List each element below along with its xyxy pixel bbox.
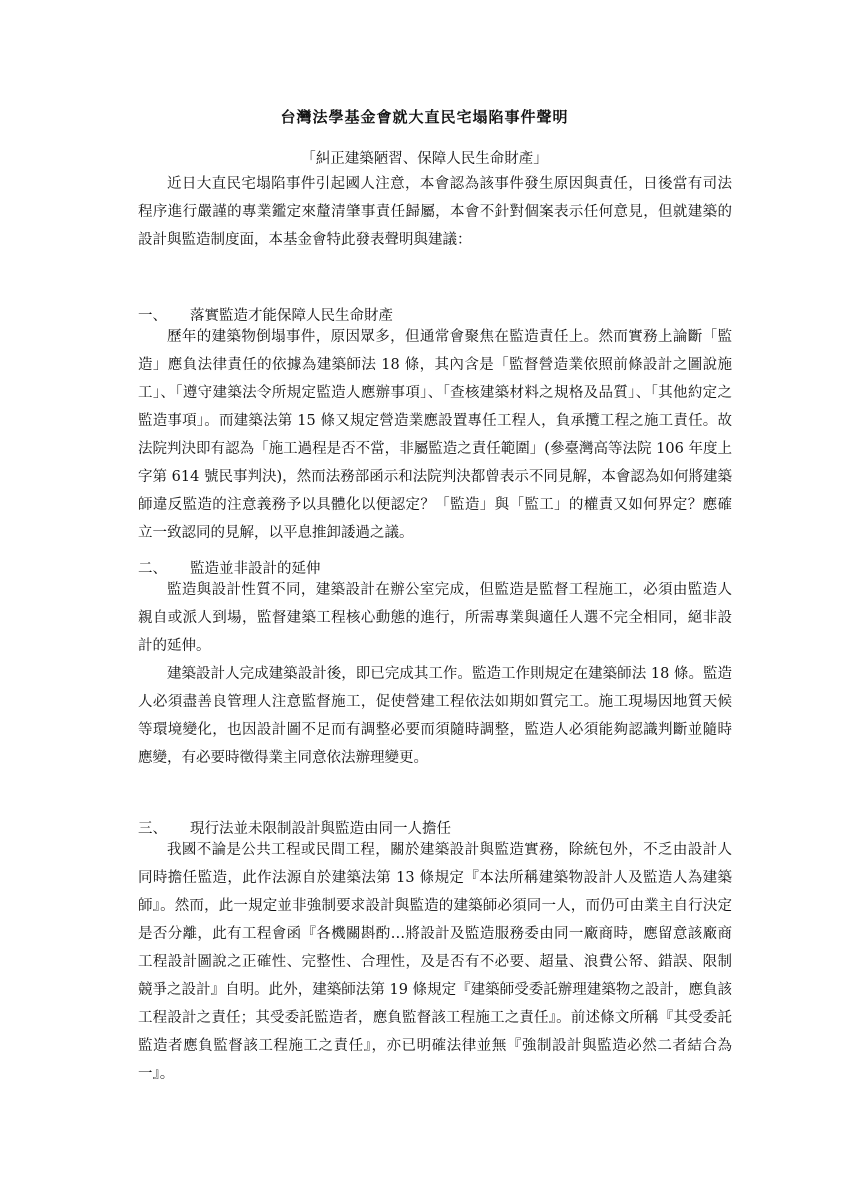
paragraph: 我國不論是公共工程或民間工程，關於建築設計與監造實務，除統包外，不乏由設計人同時擔任監造，此作法源自於建築法第 13 條規定『本法所稱建築物設計人及監造人為建築師』。然而，此一規定並非強制要求設計與監造的建築師必須同一人，而仍可由業主自行決定是否分離，此有工程會函『各機關斟酌…將設計及監造服務委由同一廠商時，應留意該廠商工程設計圖說之正確性、完整性、合理性，及是否有不必要、超量、浪費公帑、錯誤、限制競爭之設計』自明。此外，建築師法第 19 條規定『建築師受委託辦理建築物之設計，應負該工程設計之責任；其受委託監造者，應負監督該工程施工之責任』。前述條文所稱『其受委託監造者應負監督該工程施工之責任』，亦已明確法律並無『強制設計與監造必然二者結合為一』。 [138,842,732,1082]
paragraph: 建築設計人完成建築設計後，即已完成其工作。監造工作則規定在建築師法 18 條。監造人必須盡善良管理人注意監督施工，促使營建工程依法如期如質完工。施工現場因地質天候等環境變化，也因設計圖不足而有調整必要而須隨時調整，監造人必須能夠認識判斷並隨時應變，有必要時徵得業主同意依法辦理變更。 [138,666,732,766]
section-3-heading [138,817,732,838]
section-2-heading [138,557,732,578]
section-number: 二、 [138,561,167,577]
document-subtitle: 「糾正建築陋習、保障人民生命財產」 [301,151,548,167]
section-title: 現行法並未限制設計與監造由同一人擔任 [190,821,451,837]
section-number: 一、 [138,308,167,324]
paragraph: 監造與設計性質不同，建築設計在辦公室完成，但監造是監督工程施工，必須由監造人親自或派人到場，監督建築工程核心動態的進行，所需專業與適任人選不完全相同，絕非設計的延伸。 [138,582,732,654]
section-1-heading [138,304,732,325]
paragraph: 歷年的建築物倒塌事件，原因眾多，但通常會聚焦在監造責任上。然而實務上論斷「監造」應負法律責任的依據為建築師法 18 條，其內含是「監督營造業依照前條設計之圖說施工」、「遵守建築法令所規定監造人應辦事項」、「查核建築材料之規格及品質」、「其他約定之監造事項」。而建築法第 15 條又規定營造業應設置專任工程人，負承攬工程之施工責任。故法院判決即有認為「施工過程是否不當，非屬監造之責任範圍」(參臺灣高等法院 106 年度上字第 614 號民事判決)，然而法務部函示和法院判決都曾表示不同見解，本會認為如何將建築師違反監造的注意義務予以具體化以便認定？「監造」與「監工」的權責又如何界定？應確立一致認同的見解，以平息推卸諉過之議。 [138,329,732,541]
section-title: 落實監造才能保障人民生命財產 [190,308,393,324]
document-title: 台灣法學基金會就大直民宅塌陷事件聲明 [280,108,569,126]
section-3-body [138,836,732,1088]
section-1-body [138,323,732,547]
intro-paragraph: 近日大直民宅塌陷事件引起國人注意，本會認為該事件發生原因與責任，日後當有司法程序進行嚴謹的專業鑑定來釐清肇事責任歸屬，本會不針對個案表示任何意見，但就建築的設計與監造制度面，本基金會特此發表聲明與建議： [138,176,732,248]
section-title: 監造並非設計的延伸 [190,561,321,577]
intro-block [138,170,732,254]
section-2-body [138,576,732,772]
section-number: 三、 [138,821,167,837]
